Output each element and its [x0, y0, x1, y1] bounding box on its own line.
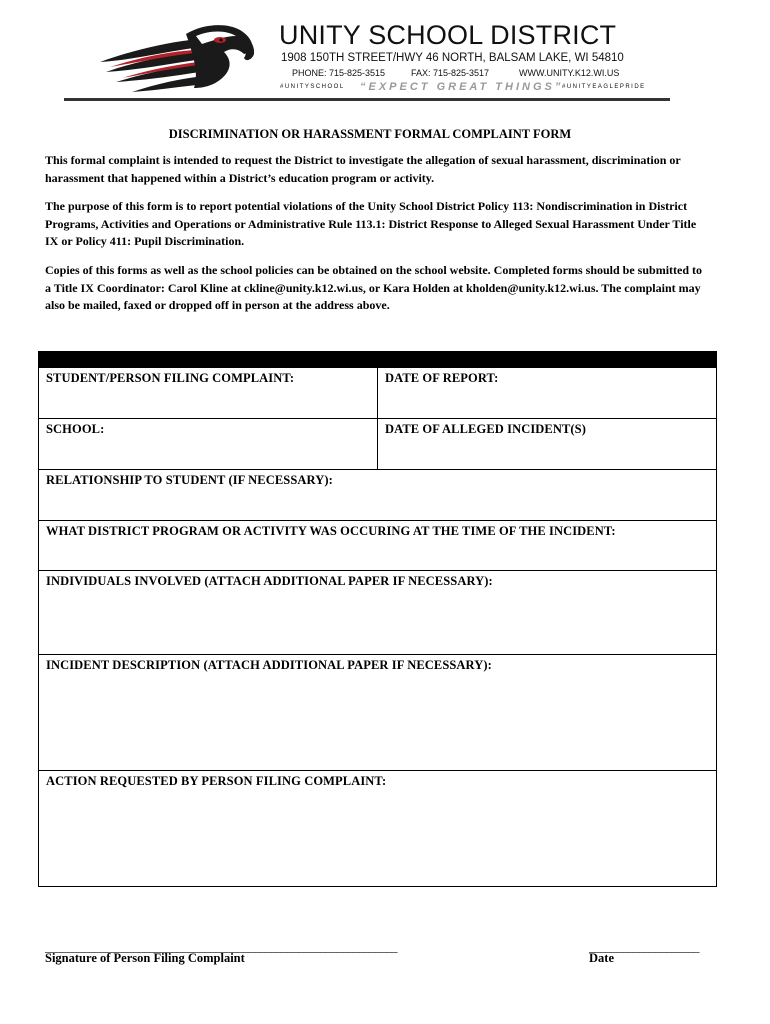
relationship-field[interactable]: RELATIONSHIP TO STUDENT (IF NECESSARY): [46, 473, 333, 487]
date-of-incident-field[interactable]: DATE OF ALLEGED INCIDENT(S) [385, 422, 586, 436]
date-line[interactable]: ____________________ [589, 940, 699, 954]
intro-paragraph: This formal complaint is intended to request the District to investigate the allegation of sexual harassment, discrimination or harassment that happened within a District’s education program or activity. [45, 153, 681, 185]
school-field[interactable]: SCHOOL: [39, 419, 378, 469]
student-filing-field[interactable]: STUDENT/PERSON FILING COMPLAINT: [39, 368, 378, 418]
incident-description-field[interactable]: INCIDENT DESCRIPTION (ATTACH ADDITIONAL PAPER IF NECESSARY): [46, 658, 492, 672]
date-label: Date [589, 951, 614, 965]
district-name: UNITY SCHOOL DISTRICT [279, 20, 617, 50]
table-row [38, 771, 717, 887]
table-row [38, 571, 717, 655]
eagle-head-icon [98, 22, 256, 96]
signature-line[interactable]: ________________________________________________________________ [45, 940, 397, 954]
district-fax: FAX: 715-825-3517 [411, 68, 490, 78]
table-row [38, 470, 717, 521]
action-requested-field[interactable]: ACTION REQUESTED BY PERSON FILING COMPLAINT: [46, 774, 387, 788]
table-row [38, 521, 717, 571]
form-title: DISCRIMINATION OR HARASSMENT FORMAL COMPLAINT FORM [168, 127, 572, 141]
table-header-bar [38, 351, 717, 368]
table-row [38, 655, 717, 771]
individuals-involved-field[interactable]: INDIVIDUALS INVOLVED (ATTACH ADDITIONAL PAPER IF NECESSARY): [46, 574, 493, 588]
program-activity-field[interactable]: WHAT DISTRICT PROGRAM OR ACTIVITY WAS OCCURING AT THE TIME OF THE INCIDENT: [46, 524, 616, 538]
purpose-paragraph: The purpose of this form is to report potential violations of the Unity School District Policy 113: Nondiscrimination in District Programs, Activities and Operations or Administrative Rule 113.1: District Response to Alleged Sexual Harassment Under Title IX or Policy 411: Pupil Discrimination. [45, 199, 697, 248]
date-of-report-field[interactable]: DATE OF REPORT: [385, 371, 499, 385]
hashtag-unity-school: #UNITYSCHOOL [280, 84, 345, 90]
signature-label: Signature of Person Filing Complaint [45, 951, 245, 965]
header-divider [64, 98, 670, 101]
district-website: WWW.UNITY.K12.WI.US [519, 68, 620, 78]
table-row [38, 368, 717, 419]
table-row [38, 419, 717, 470]
complaint-form-table [38, 351, 717, 887]
letterhead [0, 0, 770, 104]
district-address: 1908 150TH STREET/HWY 46 NORTH, BALSAM LAKE, WI 54810 [281, 52, 624, 64]
district-motto: “EXPECT GREAT THINGS” [360, 81, 564, 93]
submission-paragraph: Copies of this forms as well as the school policies can be obtained on the school website. Completed forms should be submitted to a Title IX Coordinator: Carol Kline at ckline@unity.k12.wi.us, or Kara Holden at kholden@unity.k12.wi.us. The complaint may also be mailed, faxed or dropped off in person at the address above. [45, 263, 703, 312]
hashtag-unity-eagle-pride: #UNITYEAGLEPRIDE [562, 84, 646, 90]
district-phone: PHONE: 715-825-3515 [292, 68, 386, 78]
